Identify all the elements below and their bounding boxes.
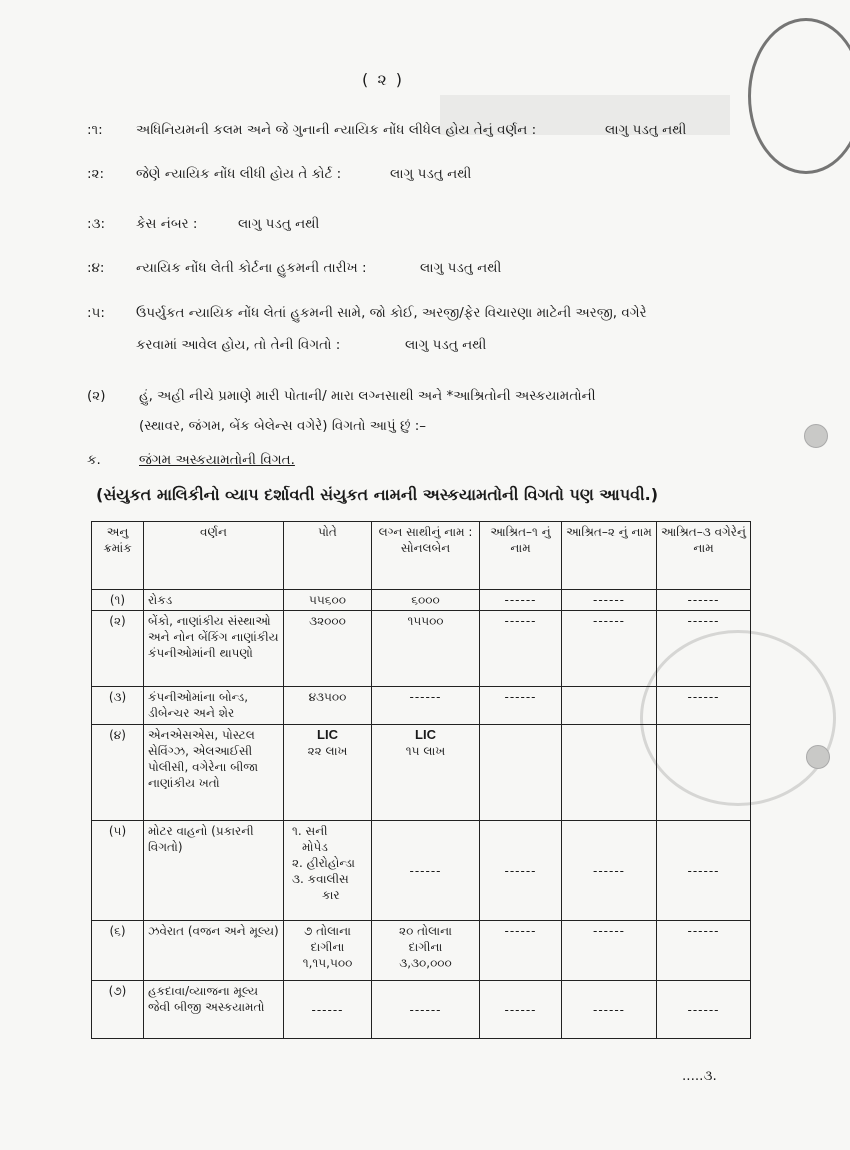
row-serial: (૩) [92,687,144,725]
header-dependent-1: આશ્રિત–૧ નું નામ [480,522,562,590]
item-1-text: અધિનિયમની કલમ અને જે ગુનાની ન્યાયિક નોંધ લીધેલ હોય તેનું વર્ણન : [136,122,537,138]
row-description: મોટર વાહનો (પ્રકારની વિગતો) [144,821,284,921]
table-row [92,821,751,921]
header-description: વર્ણન [144,522,284,590]
row-self-line: ૭ તોલાના [303,924,351,938]
row-spouse: ૬૦૦૦ [372,590,480,611]
row-description: ઝવેરાત (વજન અને મૂલ્ય) [144,921,284,981]
row-dependent-1: ------ [480,921,562,981]
row-dependent-2: ------ [562,981,657,1039]
declaration-line-2: (સ્થાવર, જંગમ, બેંક બેલેન્સ વગેરે) વિગતો આપું છું :– [139,418,427,434]
row-dependent-3: ------ [657,687,751,725]
section-k-title: જંગમ અસ્કયામતોની વિગત. [139,452,295,468]
row-self [284,821,372,921]
item-2-number: :૨: [87,166,105,182]
row-spouse [372,921,480,981]
row-spouse-line: દાગીના [408,940,443,954]
row-dependent-2: ------ [562,821,657,921]
row-dependent-1: ------ [480,821,562,921]
row-spouse: ------ [372,821,480,921]
row-description: રોકડ [144,590,284,611]
header-dependent-2: આશ્રિત–૨ નું નામ [562,522,657,590]
row-self [284,921,372,981]
row-self-line: કાર [322,888,340,902]
row-spouse-line: ૩,૩૦,૦૦૦ [399,956,452,970]
row-self: ------ [284,981,372,1039]
continued-marker: .....૩. [682,1068,717,1084]
row-spouse [372,725,480,821]
item-3-number: :૩: [87,216,106,232]
row-spouse: ૧૫૫૦૦ [372,611,480,687]
row-self-line: ૧. સની [292,824,328,838]
table-row [92,590,751,611]
table-row [92,981,751,1039]
seal-stamp-top [748,18,850,174]
declaration-line-1: હું, અહી નીચે પ્રમાણે મારી પોતાની/ મારા લગ્નસાથી અને *આશ્રિતોની અસ્કયામતોની [139,388,596,404]
row-self [284,725,372,821]
punch-hole-top [804,424,828,448]
row-spouse-amount: ૧૫ લાખ [405,744,446,758]
row-serial: (૬) [92,921,144,981]
movable-assets-table [91,521,751,1039]
item-4-number: :૪: [87,260,105,276]
row-dependent-3: ------ [657,590,751,611]
punch-hole-bottom [806,745,830,769]
item-3-text: કેસ નંબર : [136,216,198,232]
header-spouse: લગ્ન સાથીનું નામ : સોનલબેન [372,522,480,590]
row-serial: (૨) [92,611,144,687]
row-description: હકદાવા/વ્યાજના મૂલ્ય જેવી બીજી અસ્કયામતો [144,981,284,1039]
row-self-line: મોપેડ [302,840,328,854]
item-5-text: ઉપર્યુકત ન્યાયિક નોંધ લેતાં હુકમની સામે, જો કોઈ, અરજી/ફેર વિચારણા માટેની અરજી, વગેરે [136,305,647,321]
row-self-amount: ૨૨ લાખ [307,744,348,758]
table-row [92,687,751,725]
row-dependent-1 [480,725,562,821]
joint-ownership-note: (સંયુકત માલિકીનો વ્યાપ દર્શાવતી સંયુકત નામની અસ્કયામતોની વિગતો પણ આપવી.) [96,485,659,504]
row-dependent-2: ------ [562,590,657,611]
table-row [92,921,751,981]
row-dependent-3: ------ [657,981,751,1039]
row-self: ૪૩૫૦૦ [284,687,372,725]
row-serial: (૪) [92,725,144,821]
row-description: એનએસએસ, પોસ્ટલ સેવિંગ્ઝ, એલઆઈસી પોલીસી, વગેરેના બીજા નાણાંકીય ખતો [144,725,284,821]
row-spouse-line: ૨૦ તોલાના [399,924,452,938]
row-dependent-1: ------ [480,611,562,687]
row-dependent-2 [562,725,657,821]
row-dependent-2: ------ [562,921,657,981]
row-self-line: ૧,૧૫,૫૦૦ [302,956,353,970]
table-header-row [92,522,751,590]
row-spouse: ------ [372,981,480,1039]
row-dependent-2 [562,687,657,725]
item-2-text: જેણે ન્યાયિક નોંધ લીધી હોય તે કોર્ટ : [136,166,342,182]
header-self: પોતે [284,522,372,590]
row-serial: (૭) [92,981,144,1039]
row-self-line: ૨. હીરોહોન્ડા [292,856,355,870]
declaration-number: (૨) [87,388,106,404]
item-4-value: લાગુ પડતુ નથી [420,260,502,276]
table-row [92,725,751,821]
item-5-text-continued: કરવામાં આવેલ હોય, તો તેની વિગતો : [136,337,341,353]
row-dependent-2: ------ [562,611,657,687]
row-self: ૩૨૦૦૦ [284,611,372,687]
row-serial: (૧) [92,590,144,611]
item-1-number: :૧: [87,122,103,138]
item-2-value: લાગુ પડતુ નથી [390,166,472,182]
row-dependent-3: ------ [657,611,751,687]
row-description: કંપનીઓમાંના બોન્ડ, ડીબેન્ચર અને શેર [144,687,284,725]
row-self-line: દાગીના [310,940,345,954]
row-dependent-3: ------ [657,821,751,921]
row-self: ૫૫૬૦૦ [284,590,372,611]
row-dependent-1: ------ [480,687,562,725]
row-spouse-policy-type: LIC [415,727,436,742]
row-dependent-3: ------ [657,921,751,981]
item-1-value: લાગુ પડતુ નથી [605,122,687,138]
row-self-policy-type: LIC [317,727,338,742]
row-dependent-1: ------ [480,590,562,611]
page-number: ( ૨ ) [362,70,405,89]
header-dependent-3: આશ્રિત–૩ વગેરેનું નામ [657,522,751,590]
table-row [92,611,751,687]
item-3-value: લાગુ પડતુ નથી [238,216,320,232]
row-dependent-1: ------ [480,981,562,1039]
item-5-value: લાગુ પડતુ નથી [405,337,487,353]
row-dependent-3 [657,725,751,821]
section-k-number: ક. [87,452,101,468]
row-self-line: ૩. કવાલીસ [292,872,349,886]
header-serial: અનુ ક્રમાંક [92,522,144,590]
row-description: બેંકો, નાણાંકીય સંસ્થાઓ અને નોન બેંકિંગ નાણાંકીય કંપનીઓમાંની થાપણો [144,611,284,687]
row-spouse: ------ [372,687,480,725]
item-5-number: :૫: [87,305,105,321]
item-4-text: ન્યાયિક નોંધ લેતી કોર્ટના હુકમની તારીખ : [136,260,367,276]
row-serial: (૫) [92,821,144,921]
